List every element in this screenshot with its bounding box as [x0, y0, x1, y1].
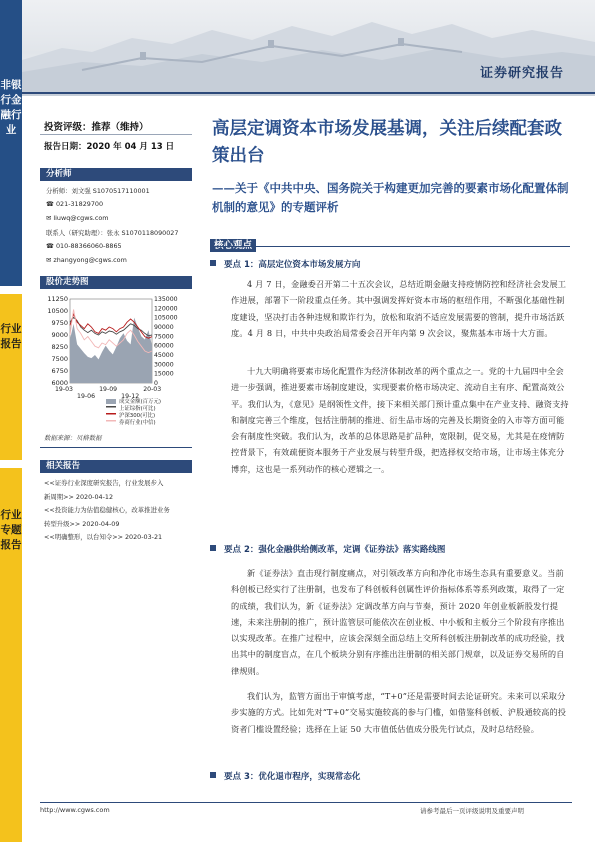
right-axis-tick-label: 60000 [154, 342, 174, 350]
investment-rating: 投资评级：推荐（维持） [44, 122, 149, 133]
legend-swatch [106, 406, 116, 408]
report-type-label: 证券研究报告 [480, 66, 565, 81]
left-axis-tick-label: 9000 [51, 331, 68, 339]
left-axis-tick-label: 9750 [51, 319, 68, 327]
legend-swatch [106, 420, 116, 422]
right-axis-tick-label: 90000 [154, 324, 174, 331]
paragraph-3 [231, 565, 570, 679]
related-report-line[interactable]: <<证券行业深度研究报告，行业发展步入 [44, 479, 164, 487]
contact-email[interactable]: ✉ zhangyong@cgws.com [46, 256, 127, 264]
sidebar-report-label: 行业报告 [0, 323, 22, 350]
right-axis-tick-label: 105000 [154, 314, 178, 322]
legend-label: 沪深300(可比) [119, 413, 156, 419]
analyst-phone: ☎ 021-31829700 [46, 200, 104, 208]
sidebar-topic-label: 行业专题报告 [0, 509, 22, 551]
left-axis-tick-label: 6000 [51, 379, 68, 387]
related-report-line[interactable]: <<投资能力为估值稳健核心，改革推进业务 [44, 506, 170, 514]
related-report-line[interactable]: 转型升级>> 2020-04-09 [44, 519, 120, 528]
price-chart-section-title: 股价走势图 [46, 277, 89, 287]
x-axis-tick-label: 19-06 [77, 393, 96, 400]
legend-swatch [106, 413, 116, 415]
right-axis-tick-label: 15000 [154, 370, 174, 378]
price-trend-chart [40, 293, 192, 429]
sidebar-blue-band [0, 0, 22, 286]
footer-rule [40, 802, 572, 803]
analyst-section-title: 分析师 [46, 169, 72, 179]
sidebar-industry-label: 非银行金融行业 [0, 79, 22, 136]
header-banner [22, 0, 595, 96]
right-axis-tick-label: 0 [154, 380, 158, 387]
chart-source-note: 数据来源：贝格数据 [44, 434, 102, 442]
right-axis-tick-label: 120000 [154, 305, 178, 313]
price-chart-svg [40, 293, 192, 429]
core-views-header [210, 233, 570, 247]
left-axis-tick-label: 6750 [51, 367, 68, 375]
paragraph-text: 新《证券法》直击现行制度痛点，对引领改革方向和净化市场生态具有重要意义。当前科创板已经实行了注册制，也发布了科创板科创属性评价指标体系等系列政策，取得了一定的成绩，我们认为，新《证券法》定调改革方向与节奏，预计 2020 年创业板新股发行提速，未来注册制的推广，预计监管层可能依次在创业板、中小板和主板分三个阶段有序推出以实现改革。在推广过程中，应该会深刻全面总结上交所科创板注册制改革的成功经验，找出其中的制度盲点，在几个板块分别有序推出注册制的相关部门规章，以及证券交易所的自律规则。 [231, 568, 565, 676]
right-axis-tick-label: 135000 [154, 296, 178, 303]
related-report-line[interactable]: <<明确整形，以台知令>> 2020-03-21 [44, 533, 163, 541]
related-report-line[interactable]: 新周期>> 2020-04-12 [44, 492, 114, 501]
left-axis-tick-label: 10500 [47, 307, 68, 315]
price-chart-section-header [40, 276, 192, 289]
key-point-label: 要点 2：强化金融供给侧改革，定调《证券法》落实路线图 [224, 545, 446, 555]
left-axis-tick-label: 8250 [51, 343, 68, 351]
divider [40, 134, 192, 135]
bullet-square-icon [210, 545, 216, 551]
paragraph-text: 4 月 7 日，金融委召开第二十五次会议，总结近期金融支持疫情防控和经济社会发展工作进展，部署下一阶段重点任务。其中强调发挥好资本市场的枢纽作用，不断强化基础性制度建设，坚决打击各种违规和欺诈行为，放松和取消不适应发展需要的管制，提升市场活跃度。4 月 8 日，中共中央政治局常委会召开年内第 9 次会议，聚焦基本市场十大方面。 [231, 279, 567, 338]
key-point-1 [210, 258, 360, 270]
related-reports-header [40, 460, 192, 473]
paragraph-2 [231, 363, 570, 477]
footer-url[interactable]: http://www.cgws.com [40, 806, 110, 814]
bullet-square-icon [210, 772, 216, 778]
key-point-3 [210, 770, 360, 782]
key-point-2 [210, 543, 445, 555]
related-reports-title: 相关报告 [46, 461, 81, 471]
report-title: 高层定调资本市场发展基调，关注后续配套政策出台 [212, 119, 562, 166]
bullet-square-icon [210, 260, 216, 266]
legend-label: 券商行业(中信) [119, 420, 156, 426]
analyst-name: 分析师：刘文强 S1070517110001 [46, 187, 150, 195]
right-axis-tick-label: 30000 [154, 361, 174, 369]
contact-name: 联系人（研究助理）：张永 S1070118090027 [46, 229, 179, 237]
contact-phone: ☎ 010-88366060-8865 [46, 242, 122, 250]
analyst-email[interactable]: ✉ liuwq@cgws.com [46, 214, 109, 222]
sidebar-gap [0, 286, 22, 294]
sidebar-yellow-band [0, 294, 22, 460]
footer-disclaimer: 请参考最后一页评级说明及重要声明 [420, 807, 524, 815]
report-date: 报告日期：2020 年 04 月 13 日 [44, 142, 175, 152]
x-axis-tick-label: 19-09 [99, 386, 118, 393]
right-axis-tick-label: 75000 [154, 333, 174, 341]
key-point-label: 要点 3：优化退市程序，实现常态化 [224, 772, 361, 782]
x-axis-tick-label: 19-03 [55, 386, 73, 393]
right-axis-tick-label: 45000 [154, 352, 174, 359]
x-axis-tick-label: 19-12 [121, 393, 140, 400]
related-report-item[interactable] [44, 477, 194, 545]
paragraph-text: 十九大明确将要素市场化配置作为经济体制改革的两个重点之一。党的十九届四中全会进一步强调，推进要素市场制度建设，实现要素价格市场决定、流动自主有序、配置高效公平。我们认为，《意见》是纲领性文件，接下来相关部门预计重点集中在产业支持、融资支持和制度完善三个维度，包括注册制的推进、衍生品市场的完善及长期资金的入市等方面可能会有制度性突破。我们认为，改革的总体思路是扩品种，宽限制，促交易，尤其是在疫情防控背景下，有效疏便资本服务于产业发展与转型升级，把选择权交给市场，让市场主体充分博弈，这也是一系列动作的核心逻辑之一。 [231, 366, 569, 474]
sidebar-gap [0, 460, 22, 468]
left-axis-tick-label: 11250 [47, 295, 68, 303]
great-wall-illustration [22, 0, 595, 96]
report-subtitle: ——关于《中共中央、国务院关于构建更加完善的要素市场化配置体制机制的意见》的专题评析 [212, 181, 569, 214]
left-axis-tick-label: 7500 [51, 355, 68, 363]
paragraph-text: 我们认为，监管方面出于审慎考虑，“T+0”还是需要时间去论证研究。未来可以采取分步实施的方式。比如先对“T+0”交易实施较高的参与门槛，如借鉴科创板、沪股通较高的投资者门槛设置经验；选择在上证 50 大市值低估值成分股先行试点，及时总结经验。 [231, 691, 567, 734]
legend-label: 成交金额(百万元) [119, 399, 161, 405]
divider [210, 246, 570, 247]
analyst-section-header [40, 168, 192, 181]
paragraph-1 [231, 276, 570, 341]
key-point-label: 要点 1：高层定位资本市场发展方向 [224, 260, 361, 270]
legend-label: 上证综指(可比) [119, 406, 156, 412]
header-rule [22, 92, 595, 94]
legend-swatch [106, 399, 116, 404]
divider [40, 447, 192, 448]
x-axis-tick-label: 20-03 [143, 386, 162, 393]
paragraph-4 [231, 688, 570, 737]
